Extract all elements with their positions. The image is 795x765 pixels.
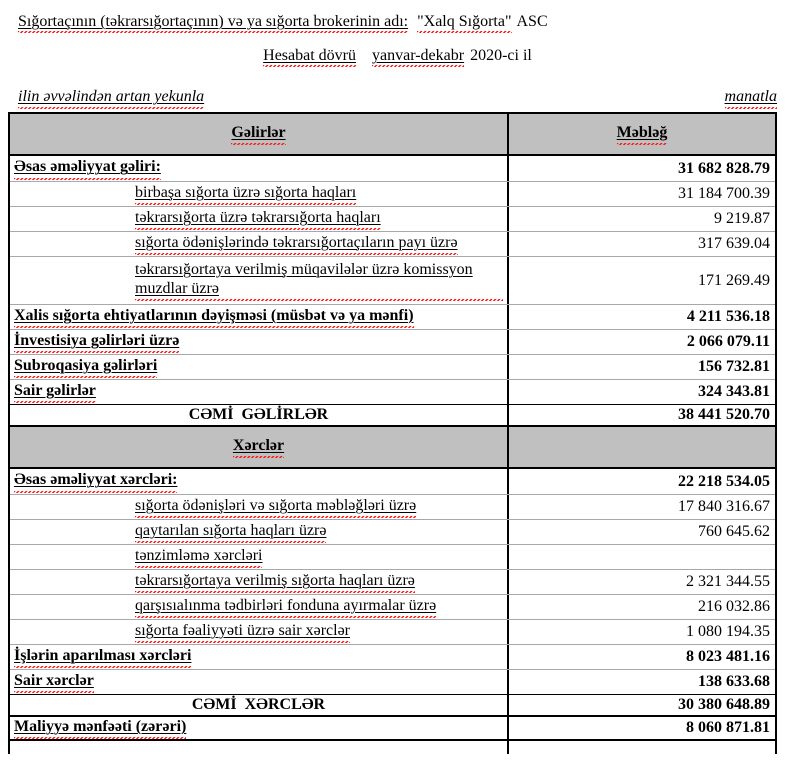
row-value-cell [509,207,775,231]
amount-header-cell [509,114,775,154]
table-row [10,231,775,256]
row-value: 22 218 534.05 [678,472,770,490]
table-body [10,156,775,754]
report-period-line [0,47,795,65]
row-label-cell [10,570,509,594]
table-row [10,569,775,594]
row-label: təkrarsığorta üzrə təkrarsığorta haqları [135,208,381,230]
table-row [10,594,775,619]
row-label-cell [10,695,509,715]
row-label: CƏMİ GƏLİRLƏR [188,406,329,424]
table-row [10,669,775,694]
row-label: İşlərin aparılması xərcləri [14,646,191,668]
row-label: sığorta ödənişləri və sığorta məbləğləri üzrə [135,496,416,518]
row-label: İnvestisiya gəlirləri üzrə [14,331,179,353]
row-value: 31 682 828.79 [678,159,770,177]
period-year: 2020-ci il [470,47,532,64]
row-label-cell [10,405,509,425]
table-row [10,354,775,379]
row-value-cell [509,469,775,494]
row-label: qarşısıalınma tədbirləri fonduna ayırmalar üzrə [135,596,436,618]
table-row [10,329,775,354]
amount-header: Məbləğ [617,123,668,145]
row-value: 1 080 194.35 [686,623,770,640]
row-label: Əsas əməliyyat xərcləri: [14,470,177,492]
row-label-cell [10,717,509,739]
row-label-cell [10,620,509,644]
row-value-cell [509,305,775,329]
row-label-cell [10,645,509,669]
row-value-cell [509,717,775,739]
row-label: sığorta fəaliyyəti üzrə sair xərclər [135,621,350,643]
table-row [10,156,775,181]
income-expense-table [8,112,777,754]
row-label-cell [10,545,509,569]
table-row [10,494,775,519]
row-value: 324 343.81 [698,383,770,400]
row-label-cell [10,257,509,304]
company-name: "Xalq Sığorta" [417,13,511,33]
row-label: birbaşa sığorta üzrə sığorta haqları [135,183,356,205]
row-label-cell [10,305,509,329]
table-row [10,379,775,404]
row-value-cell [509,695,775,715]
table-row [10,469,775,494]
company-suffix: ASC [516,13,548,30]
row-value-cell [509,156,775,181]
row-value: 17 840 316.67 [678,498,770,515]
row-value-cell [509,670,775,694]
row-label: Subroqasiya gəlirləri [14,356,157,378]
row-label-cell [10,182,509,206]
row-value: 216 032.86 [698,598,770,615]
expenses-header-row [10,427,775,469]
period-label: Hesabat dövrü [263,47,356,67]
row-value-cell [509,182,775,206]
row-label-cell [10,595,509,619]
row-value-cell [509,232,775,256]
row-label: təkrarsığortaya verilmiş müqavilələr üzrə komissyon muzdlar üzrə [135,260,503,301]
row-value-cell [509,570,775,594]
row-label-cell [10,469,509,494]
row-value-cell [509,427,775,467]
row-value-cell [509,645,775,669]
row-value-cell [509,545,775,569]
row-label-cell [10,156,509,181]
row-value-cell [509,495,775,519]
row-label: Maliyyə mənfəəti (zərəri) [14,717,186,739]
row-label-cell [10,207,509,231]
row-label: təkrarsığortaya verilmiş sığorta haqları üzrə [135,571,415,593]
row-label: Xərclər [233,436,284,458]
table-row [10,519,775,544]
row-value: 317 639.04 [698,235,770,252]
table-notes-line [18,88,777,109]
period-value: yanvar-dekabr [372,47,464,67]
accumulation-note: ilin əvvəlindən artan yekunla [18,88,204,109]
row-value: 8 060 871.81 [686,719,770,736]
row-label-cell [10,520,509,544]
row-label-cell [10,670,509,694]
row-value-cell [509,595,775,619]
row-label: Xalis sığorta ehtiyatlarının dəyişməsi (müsbət və ya mənfi) [14,306,414,328]
row-value: 2 066 079.11 [686,333,770,350]
row-label-cell [10,427,509,467]
row-label: Sair gəlirlər [14,381,96,403]
row-value: 8 023 481.16 [686,648,770,665]
row-label: sığorta ödənişlərində təkrarsığortaçıların payı üzrə [135,233,458,255]
row-label: Əsas əməliyyat gəliri: [14,157,161,179]
row-label: CƏMİ XƏRCLƏR [191,696,326,714]
row-label-cell [10,741,509,754]
currency-note: manatla [725,88,777,109]
table-row [10,694,775,717]
table-row [10,181,775,206]
row-label-cell [10,330,509,354]
table-header-row [10,114,775,156]
row-value: 156 732.81 [698,358,770,375]
row-value-cell [509,380,775,404]
row-value: 760 645.62 [698,523,770,540]
row-value-cell [509,330,775,354]
row-value-cell [509,520,775,544]
row-value-cell [509,257,775,304]
row-value: 31 184 700.39 [678,185,770,202]
row-value: 38 441 520.70 [678,406,770,423]
table-row [10,256,775,304]
row-label-cell [10,232,509,256]
row-value-cell [509,741,775,754]
table-row [10,304,775,329]
table-row [10,404,775,427]
row-label-cell [10,495,509,519]
row-value: 171 269.49 [698,271,770,289]
row-value-cell [509,355,775,379]
table-row [10,544,775,569]
row-label-cell [10,355,509,379]
insurance-report-document [0,13,795,765]
row-value-cell [509,405,775,425]
row-label: tənzimləmə xərcləri [135,546,262,568]
row-value-cell [509,620,775,644]
row-label-cell [10,380,509,404]
table-row [10,717,775,741]
row-value: 138 633.68 [698,673,770,690]
row-value: 2 321 344.55 [686,573,770,590]
row-label: Sair xərclər [14,671,94,693]
row-label: qaytarılan sığorta haqları üzrə [135,521,326,543]
table-row [10,741,775,754]
row-value: 30 380 648.89 [678,696,770,713]
income-header: Gəlirlər [231,123,285,145]
document-title-line [18,13,795,31]
income-header-cell [10,114,509,154]
table-row [10,644,775,669]
row-value: 4 211 536.18 [686,308,770,325]
table-row [10,206,775,231]
row-value: 9 219.87 [714,210,770,227]
table-row [10,619,775,644]
title-label: Sığortaçının (təkrarsığortaçının) və ya sığorta brokerinin adı: [18,13,408,33]
